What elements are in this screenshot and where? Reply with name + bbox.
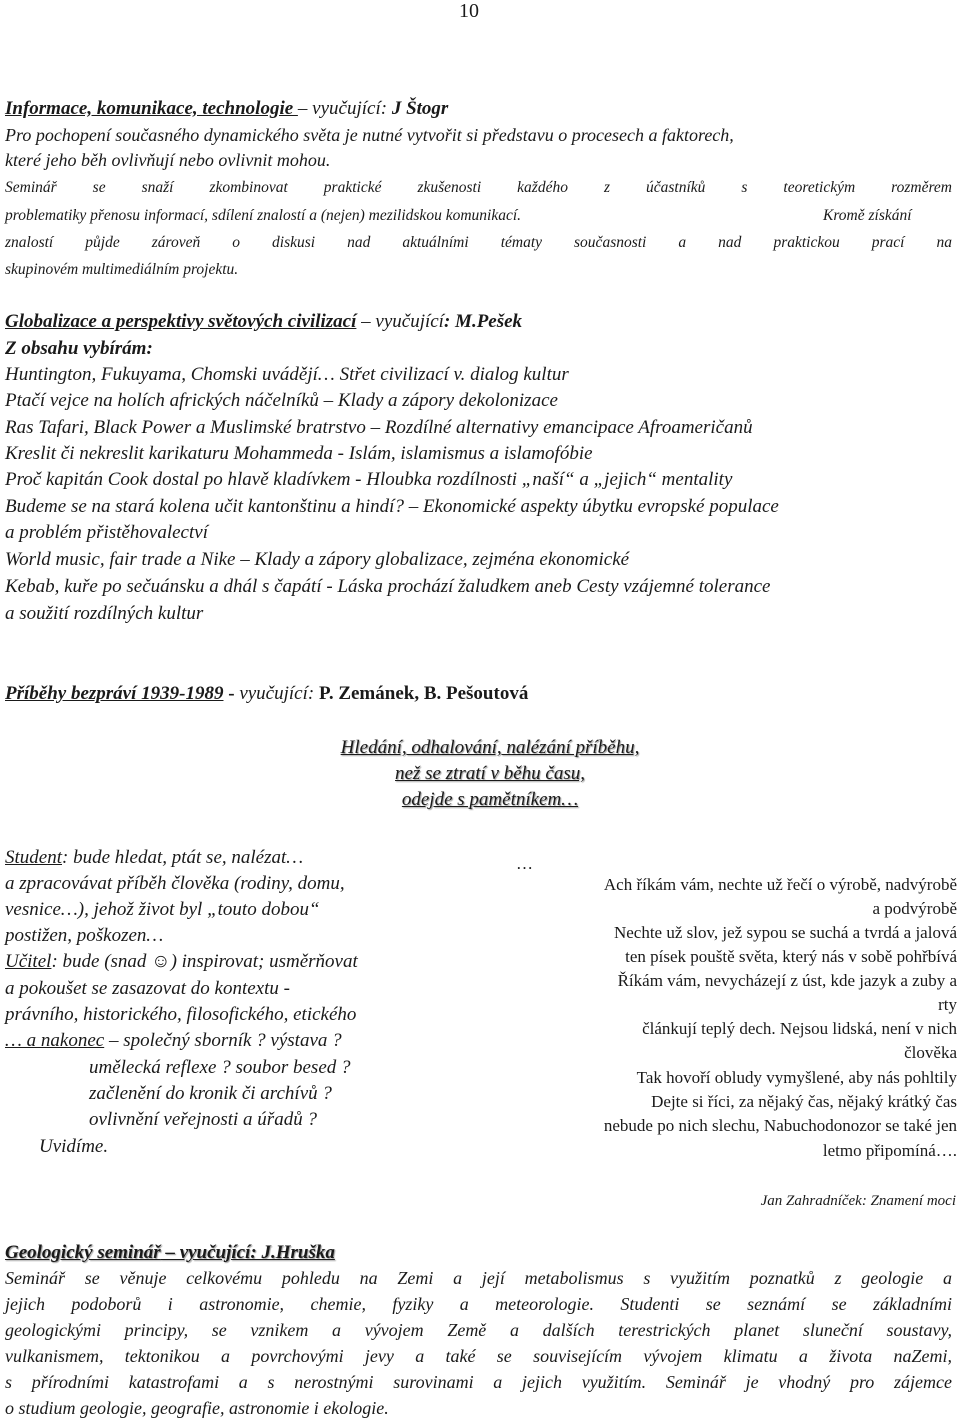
- section-1-line: Pro pochopení současného dynamického světa je nutné vytvořit si představu o procesech a faktorech,: [5, 125, 734, 145]
- section-2-topic: [5, 494, 779, 520]
- section-4-line: jejich podoborů i astronomie, chemie, fyziky a meteorologie. Studenti se seznámí se základními: [5, 1294, 952, 1314]
- section-4-line: s přírodními katastrofami a s nerostnými surovinami a jejich využitím. Seminář je vhodný pro zájemce: [5, 1372, 952, 1392]
- left-column-line: ovlivnění veřejnosti a úřadů ?: [89, 1109, 317, 1130]
- left-column-line: [5, 1028, 342, 1054]
- page-number: 10: [459, 0, 479, 22]
- section-2-topic: Kebab, kuře po sečuánsku a dhál s čapátí - Láska prochází žaludkem aneb Cesty vzájemné tolerance: [5, 576, 771, 597]
- poem-line: Nechte už slov, jež sypou se suchá a tvrdá a jalová: [613, 923, 957, 942]
- student-line: [5, 845, 303, 871]
- poem-line: ten písek pouště světa, který nás v sobě pohřbívá: [625, 947, 957, 966]
- poem-line: Dejte si říci, za nějaký čas, nějaký krátký čas: [651, 1092, 957, 1111]
- section-2-topic-part: Budeme se na stará kolena učit kantonštinu a hindí?: [5, 496, 404, 517]
- section-2-topic: World music, fair trade a Nike – Klady a zápory globalizace, zejména ekonomické: [5, 549, 630, 570]
- section-1-title: Informace, komunikace, technologie: [5, 98, 298, 119]
- section-2-topic: Proč kapitán Cook dostal po hlavě kladívkem - Hloubka rozdílnosti „naší“ a „jejich“ mentality: [5, 469, 733, 490]
- poem-line: Tak hovoří obludy vymyšlené, aby nás pohltily: [636, 1068, 957, 1087]
- section-2-topic-part: – Ekonomické aspekty úbytku evropské populace: [403, 496, 779, 517]
- teacher-line: [5, 949, 358, 975]
- section-1-line: problematiky přenosu informací, sdílení znalostí a (nejen) mezilidskou komunikací.: [5, 207, 522, 224]
- section-2-topic: a soužití rozdílných kultur: [5, 603, 204, 624]
- section-2-topic: Ras Tafari, Black Power a Muslimské bratrstvo – Rozdílné alternativy emancipace Afroameričanů: [5, 417, 753, 438]
- section-2-heading: [5, 309, 522, 335]
- poem-line: letmo připomíná….: [822, 1141, 957, 1160]
- section-2-teacher-label: – vyučující: [356, 311, 444, 332]
- poem-line: nebude po nich slechu, Nabuchodonozor se také jen: [603, 1116, 957, 1135]
- section-2-topic: a problém přistěhovalectví: [5, 522, 208, 543]
- section-1-line: skupinovém multimediálním projektu.: [5, 261, 239, 278]
- poem-line: Říkám vám, nevycházejí z úst, kde jazyk a zuby a: [617, 971, 957, 990]
- left-column-line: postižen, poškozen…: [5, 925, 164, 946]
- teacher-text: : bude (snad ☺) inspirovat; usměrňovat: [51, 951, 358, 972]
- left-column-line: a pokoušet se zasazovat do kontextu -: [5, 978, 290, 999]
- left-column-line: vesnice…), jehož život byl „touto dobou“: [5, 899, 320, 920]
- section-4-line: geologickými principy, se vznikem a vývojem Země a dalších terestrických planet sluneční soustavy,: [5, 1320, 952, 1340]
- section-4-line: Seminář se věnuje celkovému pohledu na Zemi a její metabolismus s využitím poznatků z geologie a: [5, 1268, 952, 1288]
- section-3-teacher: P. Zemánek, B. Pešoutová: [318, 683, 529, 704]
- poem-line: člověka: [904, 1043, 957, 1062]
- poem-line: Ach říkám vám, nechte už řečí o výrobě, nadvýrobě: [603, 875, 957, 894]
- section-1-line: které jeho běh ovlivňují nebo ovlivnit mohou.: [5, 150, 331, 170]
- motto-line: než se ztratí v běhu času,: [395, 763, 585, 784]
- section-2-subtitle: Z obsahu vybírám:: [5, 338, 153, 359]
- poem-line: a podvýrobě: [872, 899, 957, 918]
- left-column-line: a zpracovávat příběh člověka (rodiny, domu,: [5, 873, 345, 894]
- section-2-teacher: : M.Pešek: [443, 311, 523, 332]
- section-4-line: o studium geologie, geografie, astronomie i ekologie.: [5, 1398, 389, 1418]
- section-1-heading: [5, 96, 448, 122]
- teacher-label: Učitel: [5, 951, 52, 972]
- section-3-heading: [5, 681, 528, 707]
- finally-label: … a nakonec: [5, 1030, 105, 1051]
- left-column-line: umělecká reflexe ? soubor besed ?: [89, 1057, 351, 1078]
- section-1-line: znalostí půjde zároveň o diskusi nad aktuálními tématy současnosti a nad praktickou prací na: [5, 234, 952, 251]
- section-1-teacher: J Štogr: [391, 98, 449, 119]
- section-2-topic: Ptačí vejce na holích afrických náčelníků – Klady a zápory dekolonizace: [5, 390, 558, 411]
- section-2-topic: Huntington, Fukuyama, Chomski uvádějí… Střet civilizací v. dialog kultur: [5, 364, 569, 385]
- section-4-title: Geologický seminář: [5, 1242, 161, 1263]
- section-1-teacher-label: – vyučující:: [297, 98, 392, 119]
- section-1-line: Seminář se snaží zkombinovat praktické zkušenosti každého z účastníků s teoretickým rozměrem: [5, 179, 952, 196]
- poem-author: Jan Zahradníček: Znamení moci: [760, 1193, 956, 1209]
- section-4-teacher: – vyučující: J.Hruška: [160, 1242, 335, 1263]
- section-3-title: Příběhy bezpráví 1939-1989: [5, 683, 224, 704]
- motto-line: Hledání, odhalování, nalézání příběhu,: [340, 737, 640, 758]
- left-column-line: začlenění do kronik či archívů ?: [89, 1083, 332, 1104]
- poem-line: rty: [938, 995, 957, 1014]
- section-3-dash: -: [223, 683, 240, 704]
- student-label: Student: [5, 847, 62, 868]
- section-4-heading: [5, 1240, 335, 1266]
- motto-line: odejde s pamětníkem…: [401, 789, 579, 810]
- section-2-topic: Kreslit či nekreslit karikaturu Mohammeda - Islám, islamismus a islamofóbie: [5, 443, 593, 464]
- section-1-line: Kromě získání: [823, 207, 912, 224]
- section-3-teacher-label: vyučující:: [239, 683, 319, 704]
- poem-line: …: [516, 854, 533, 873]
- left-column-line: Uvidíme.: [39, 1136, 109, 1157]
- section-4-line: vulkanismem, tektonikou a povrchovými jevy a také se souvisejícím vývojem klimatu a života naZemi,: [5, 1346, 952, 1366]
- left-column-line: právního, historického, filosofického, etického: [5, 1004, 357, 1025]
- student-text: : bude hledat, ptát se, nalézat…: [62, 847, 304, 868]
- left-column-text: – společný sborník ? výstava ?: [104, 1030, 342, 1051]
- poem-line: článkují teplý dech. Nejsou lidská, není v nich: [642, 1019, 957, 1038]
- section-2-title: Globalizace a perspektivy světových civilizací: [5, 311, 357, 332]
